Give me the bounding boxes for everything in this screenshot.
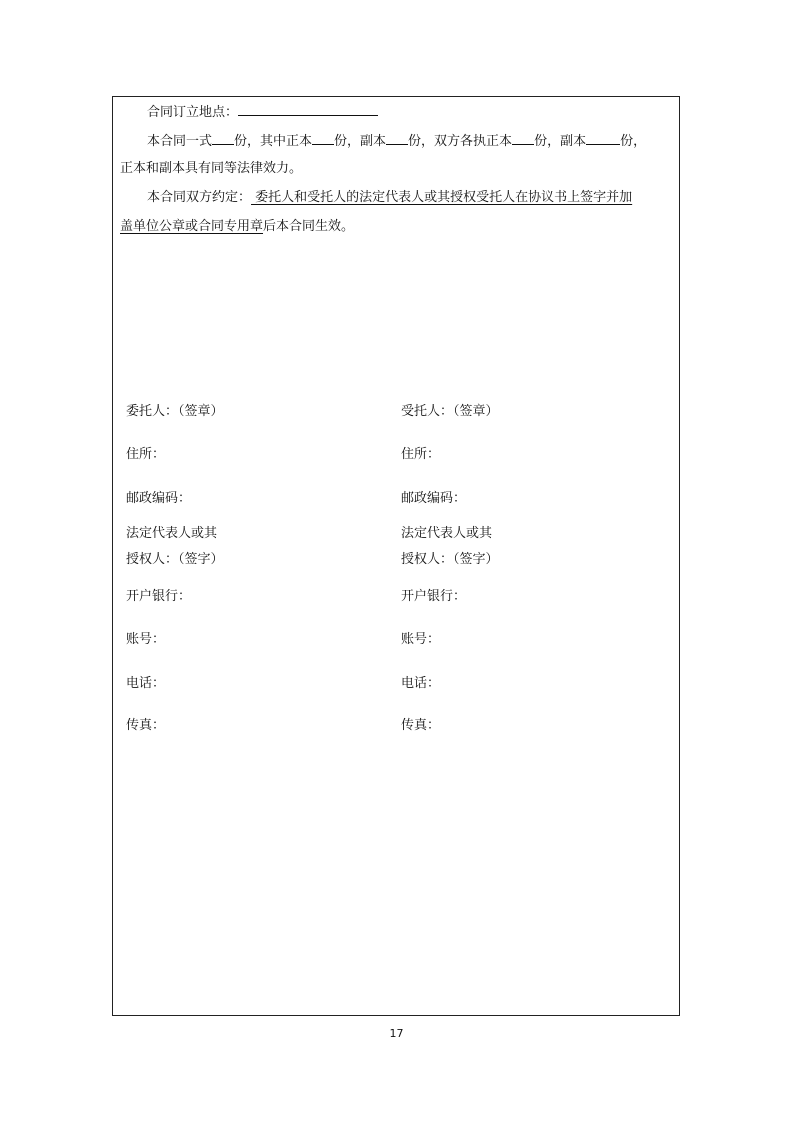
agreement-line-1 [147, 189, 632, 207]
copies-blank-each-duplicate [586, 131, 620, 145]
trustee-rep-label-2: 授权人：（签字） [401, 552, 499, 567]
contract-place-line [147, 102, 378, 122]
agreement-line-2 [120, 218, 354, 236]
contract-place-label: 合同订立地点： [147, 105, 239, 120]
trustee-bank-label: 开户银行： [401, 589, 467, 604]
client-rep-label-2: 授权人：（签字） [126, 552, 224, 567]
trustee-address-label: 住所： [401, 447, 441, 462]
copies-text-4: 份，双方各执正本 [408, 134, 513, 149]
trustee-rep-label-1: 法定代表人或其 [401, 526, 493, 541]
copies-text-2: 份，其中正本 [234, 134, 313, 149]
client-fax-label: 传真： [126, 718, 166, 733]
trustee-fax-label: 传真： [401, 718, 441, 733]
client-address-label: 住所： [126, 447, 166, 462]
agreement-terms-2: 盖单位公章或合同专用章 [120, 219, 264, 234]
copies-line-1 [147, 131, 646, 151]
copies-text-5: 份，副本 [534, 134, 587, 149]
client-rep-label-1: 法定代表人或其 [126, 526, 218, 541]
trustee-phone-label: 电话： [401, 676, 441, 691]
client-postcode-label: 邮政编码： [126, 491, 192, 506]
client-bank-label: 开户银行： [126, 589, 192, 604]
copies-text-3: 份，副本 [334, 134, 387, 149]
trustee-party-label: 受托人：（签章） [401, 404, 499, 419]
client-phone-label: 电话： [126, 676, 166, 691]
contract-place-blank [238, 102, 378, 116]
client-party-label: 委托人：（签章） [126, 404, 224, 419]
copies-text-6: 份， [620, 134, 647, 149]
agreement-terms-1: 委托人和受托人的法定代表人或其授权受托人在协议书上签字并加 [251, 190, 633, 205]
copies-line-2 [120, 160, 302, 178]
copies-blank-duplicate [386, 131, 408, 145]
client-account-label: 账号： [126, 632, 166, 647]
agreement-tail: 后本合同生效。 [263, 219, 355, 234]
copies-blank-each-original [512, 131, 534, 145]
copies-blank-original [312, 131, 334, 145]
page-number: 17 [389, 1027, 404, 1040]
trustee-postcode-label: 邮政编码： [401, 491, 467, 506]
agreement-lead: 本合同双方约定： [147, 190, 252, 205]
copies-text-1: 本合同一式 [147, 134, 213, 149]
copies-blank-total [212, 131, 234, 145]
copies-validity-text: 正本和副本具有同等法律效力。 [120, 161, 303, 176]
trustee-account-label: 账号： [401, 632, 441, 647]
